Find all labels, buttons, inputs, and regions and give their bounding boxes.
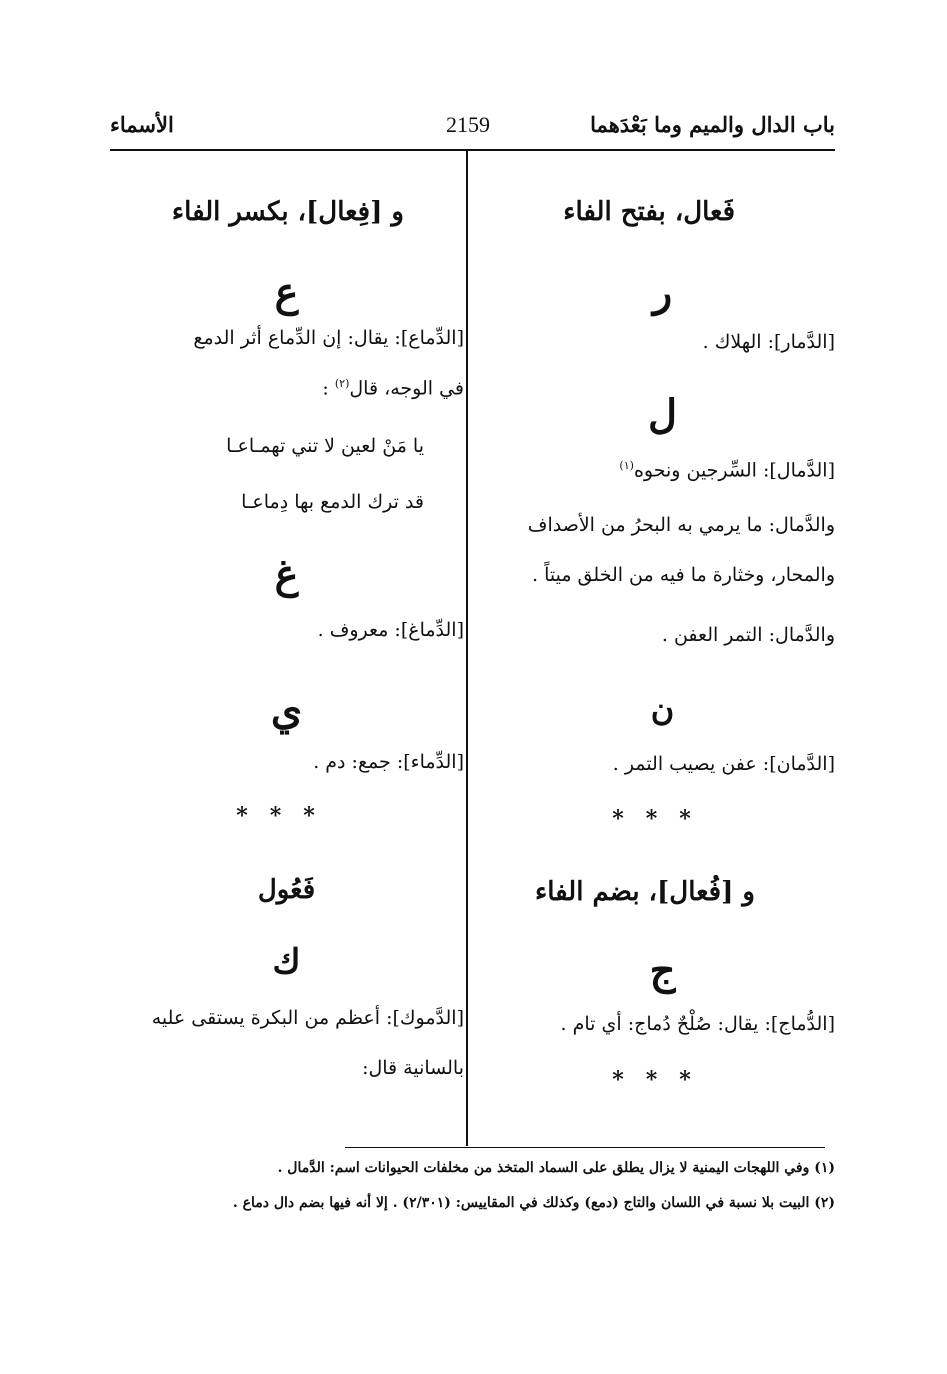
root-letter: ي xyxy=(270,687,303,734)
section-heading: و [فِعال]، بكسر الفاء xyxy=(171,197,404,227)
entry: والمحار، وخثارة ما فيه من الخلق ميتاً . xyxy=(532,564,835,586)
footnote-ref[interactable]: (٢) xyxy=(334,377,350,390)
verse-line: قد ترك الدمع بها دِماعـا xyxy=(241,491,424,513)
entry: بالسانية قال: xyxy=(362,1057,464,1079)
chapter-title: باب الدال والميم وما بَعْدَهما xyxy=(590,112,835,137)
column-divider xyxy=(466,151,468,1146)
section-separator: *** xyxy=(612,1067,713,1093)
footnote: (١) وفي اللهجات اليمنية لا يزال يطلق على السماد المتخذ من مخلفات الحيوانات اسم: الدَّمال . xyxy=(277,1160,835,1176)
entry: [الدِّماع]: يقال: إن الدِّماع أثر الدمع xyxy=(193,327,464,349)
root-letter: ل xyxy=(647,391,678,438)
verse-line: يا مَنْ لعين لا تني تهمـاعـا xyxy=(226,435,424,457)
header-rule xyxy=(110,149,835,151)
entry: [الدُّماج]: يقال: صُلْحٌ دُماج: أي تام . xyxy=(560,1013,835,1035)
entry: [الدِّماغ]: معروف . xyxy=(317,619,464,641)
entry: والدَّمال: ما يرمي به البحرُ من الأصداف xyxy=(527,514,835,536)
entry: [الدِّماء]: جمع: دم . xyxy=(313,751,464,773)
footnote: (٢) البيت بلا نسبة في اللسان والتاج (دمع) وكذلك في المقاييس: (٢/٣٠١) . إلا أنه فيها بضم دال دماع . xyxy=(232,1195,835,1211)
page-number: 2159 xyxy=(446,112,490,137)
root-letter: ن xyxy=(650,690,675,728)
entry: [الدَّمان]: عفن يصيب التمر . xyxy=(612,753,835,775)
footnote-ref[interactable]: (١) xyxy=(619,459,634,472)
entry: [الدَّمال]: السِّرجين ونحوه$^{(١)}$ xyxy=(619,459,835,482)
section-heading: فَعُول xyxy=(257,875,316,905)
root-letter: ك xyxy=(272,942,301,982)
root-letter: ع xyxy=(274,269,299,316)
section-heading: و [فُعال]، بضم الفاء xyxy=(534,877,755,907)
section-separator: *** xyxy=(612,806,713,832)
entry: في الوجه، قال$^{(٢)}$ : xyxy=(322,377,464,400)
entry: والدَّمال: التمر العفن . xyxy=(661,624,835,646)
entry: [الدَّموك]: أعظم من البكرة يستقى عليه xyxy=(151,1007,464,1029)
entry: [الدَّمار]: الهلاك . xyxy=(702,331,835,353)
section-title: الأسماء xyxy=(110,112,174,137)
root-letter: غ xyxy=(274,551,299,598)
section-separator: *** xyxy=(236,803,337,829)
root-letter: ج xyxy=(649,947,676,994)
root-letter: ر xyxy=(652,269,673,316)
footnote-rule xyxy=(345,1147,825,1148)
section-heading: فَعال، بفتح الفاء xyxy=(563,197,735,227)
